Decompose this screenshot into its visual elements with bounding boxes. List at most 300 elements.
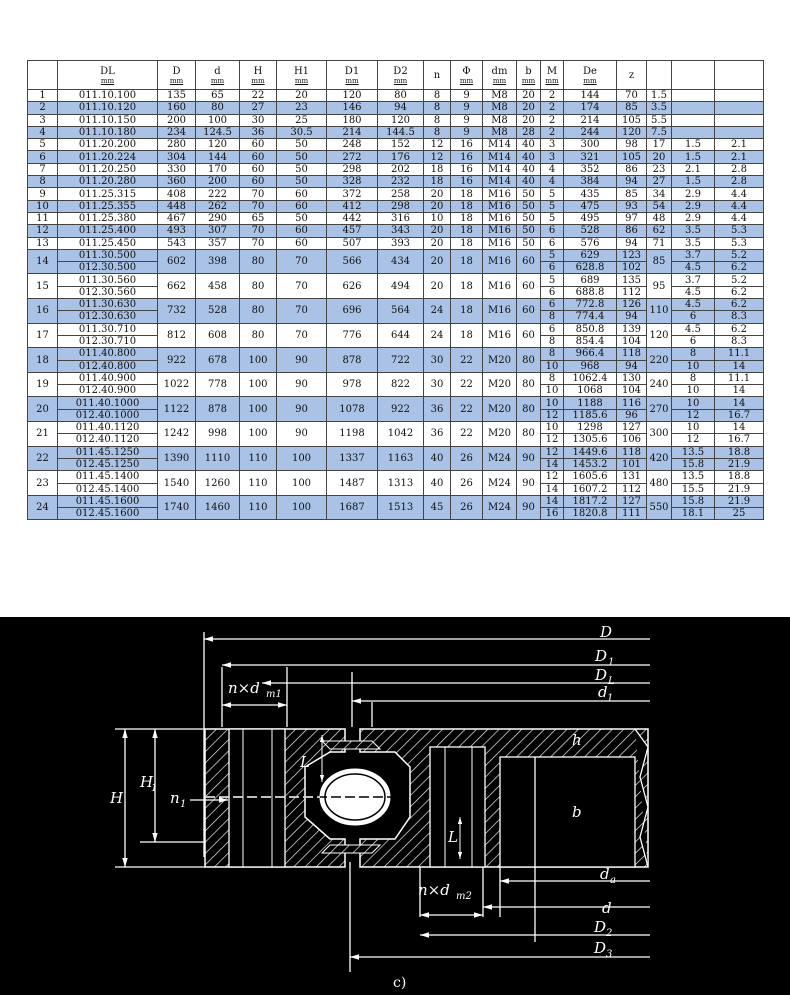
row-number: 4 (28, 126, 58, 138)
cell-extra: 4.5 (672, 299, 715, 311)
cell-d1: 1078 (327, 397, 378, 422)
cell-d1: 878 (327, 348, 378, 373)
cell-m: 6 (541, 262, 564, 274)
cell-de: 1305.6 (564, 434, 617, 446)
cell-d: 160 (158, 102, 196, 114)
cell-h1: 90 (277, 422, 327, 447)
cell-z: 106 (617, 434, 647, 446)
cell-extra: 15.5 (672, 483, 715, 495)
cell-extra: 3.5 (672, 237, 715, 249)
cell-extra: 14 (715, 360, 764, 372)
cell-extra: 6.2 (715, 262, 764, 274)
cell-d1: 442 (327, 212, 378, 224)
header-unit: mm (251, 76, 265, 85)
cell-b: 20 (517, 114, 541, 126)
figure-caption: c) (393, 975, 407, 991)
cell-dm: M16 (483, 249, 517, 274)
cell-z: 135 (617, 274, 647, 286)
cell-d1: 457 (327, 225, 378, 237)
cell-h: 27 (240, 102, 277, 114)
cell-d2: 722 (378, 348, 424, 373)
cell-d2: 1513 (378, 495, 424, 520)
cell-phi: 16 (451, 151, 483, 163)
cell-de: 435 (564, 188, 617, 200)
cell-n: 10 (424, 212, 451, 224)
row-number: 23 (28, 471, 58, 496)
cell-z: 116 (617, 397, 647, 409)
cell-extra: 4.5 (672, 323, 715, 335)
model-code: 011.30.560 (58, 274, 158, 286)
cell-h: 100 (240, 348, 277, 373)
table-row (28, 114, 764, 126)
cell-dm: M14 (483, 151, 517, 163)
cell-m: 14 (541, 458, 564, 470)
cell-phi: 9 (451, 114, 483, 126)
cell-extra: 1.5 (672, 151, 715, 163)
cell-h1: 20 (277, 90, 327, 102)
header-name: b (525, 65, 532, 77)
cell-m: 3 (541, 151, 564, 163)
cell-b: 80 (517, 372, 541, 397)
cell-d: 1242 (158, 422, 196, 447)
cell-phi: 18 (451, 299, 483, 324)
cell-d1: 248 (327, 139, 378, 151)
label-DL: D (595, 666, 608, 684)
cell-de: 321 (564, 151, 617, 163)
header-cell (647, 61, 672, 90)
cell-dm: M8 (483, 102, 517, 114)
cell-extra: 95 (647, 274, 672, 299)
cell-h1: 90 (277, 397, 327, 422)
cell-h: 60 (240, 139, 277, 151)
label-H: H (110, 789, 124, 807)
cell-m: 14 (541, 495, 564, 507)
cell-h: 100 (240, 422, 277, 447)
row-number: 19 (28, 372, 58, 397)
cell-d2: 393 (378, 237, 424, 249)
cell-d: 998 (196, 422, 240, 447)
cell-de: 850.8 (564, 323, 617, 335)
model-code: 011.10.180 (58, 126, 158, 138)
label-n-dm1: n×d (228, 679, 260, 697)
cell-d: 124.5 (196, 126, 240, 138)
cell-d1: 272 (327, 151, 378, 163)
cell-z: 104 (617, 335, 647, 347)
model-code: 012.30.630 (58, 311, 158, 323)
cell-dm: M16 (483, 200, 517, 212)
cell-z: 118 (617, 446, 647, 458)
table-header-row (28, 61, 764, 90)
cell-phi: 18 (451, 249, 483, 274)
cell-de: 1298 (564, 422, 617, 434)
cell-h: 100 (240, 372, 277, 397)
cell-dm: M14 (483, 139, 517, 151)
cell-z: 97 (617, 212, 647, 224)
cell-extra: 6.2 (715, 299, 764, 311)
cell-m: 16 (541, 508, 564, 520)
model-code: 011.40.1120 (58, 422, 158, 434)
table-row (28, 422, 764, 434)
cell-d: 360 (158, 176, 196, 188)
cell-m: 10 (541, 422, 564, 434)
cell-z: 102 (617, 262, 647, 274)
cell-n: 8 (424, 114, 451, 126)
cell-b: 60 (517, 299, 541, 324)
cell-dm: M8 (483, 114, 517, 126)
cell-extra: 270 (647, 397, 672, 422)
cell-extra: 2.1 (715, 139, 764, 151)
cell-b: 28 (517, 126, 541, 138)
cell-h1: 60 (277, 225, 327, 237)
cell-d2: 1313 (378, 471, 424, 496)
cell-d1: 372 (327, 188, 378, 200)
cell-extra: 27 (647, 176, 672, 188)
cell-extra: 2.1 (715, 151, 764, 163)
cell-de: 475 (564, 200, 617, 212)
cell-phi: 18 (451, 200, 483, 212)
cell-b: 80 (517, 397, 541, 422)
cell-extra: 14 (715, 385, 764, 397)
cell-m: 2 (541, 126, 564, 138)
cell-extra: 17 (647, 139, 672, 151)
inner-ring (360, 729, 648, 867)
model-code: 011.20.200 (58, 139, 158, 151)
cell-de: 1068 (564, 385, 617, 397)
model-code: 012.40.800 (58, 360, 158, 372)
cell-h1: 90 (277, 372, 327, 397)
table-row (28, 151, 764, 163)
cell-extra: 1.5 (647, 90, 672, 102)
cell-m: 10 (541, 360, 564, 372)
cell-d: 144 (196, 151, 240, 163)
cell-extra: 120 (647, 323, 672, 348)
cell-de: 495 (564, 212, 617, 224)
cell-d2: 564 (378, 299, 424, 324)
cell-de: 214 (564, 114, 617, 126)
cell-extra: 240 (647, 372, 672, 397)
cell-h1: 50 (277, 139, 327, 151)
cell-de: 854.4 (564, 335, 617, 347)
cell-phi: 9 (451, 126, 483, 138)
cell-m: 6 (541, 299, 564, 311)
cell-h1: 100 (277, 495, 327, 520)
header-cell (424, 61, 451, 90)
svg-text:m1: m1 (266, 689, 282, 700)
cell-extra: 110 (647, 299, 672, 324)
cell-z: 105 (617, 151, 647, 163)
cell-de: 968 (564, 360, 617, 372)
cell-d: 922 (158, 348, 196, 373)
cell-d: 1740 (158, 495, 196, 520)
row-number: 16 (28, 299, 58, 324)
cell-de: 966.4 (564, 348, 617, 360)
header-unit: mm (345, 76, 359, 85)
cell-z: 86 (617, 225, 647, 237)
label-n1: n (170, 789, 180, 807)
table-row (28, 446, 764, 458)
cell-phi: 16 (451, 139, 483, 151)
row-number: 17 (28, 323, 58, 348)
cell-h: 80 (240, 299, 277, 324)
cell-extra: 4.4 (715, 200, 764, 212)
cell-b: 90 (517, 471, 541, 496)
cell-de: 628.8 (564, 262, 617, 274)
table-row (28, 397, 764, 409)
cell-d1: 298 (327, 163, 378, 175)
header-name: D1 (344, 65, 360, 77)
table-row (28, 299, 764, 311)
model-code: 011.45.1250 (58, 446, 158, 458)
cell-extra: 12 (672, 409, 715, 421)
cell-d: 662 (158, 274, 196, 299)
cell-extra: 48 (647, 212, 672, 224)
header-cell (28, 61, 58, 90)
cell-d: 602 (158, 249, 196, 274)
cell-m: 5 (541, 212, 564, 224)
cell-extra: 220 (647, 348, 672, 373)
cell-extra: 21.9 (715, 458, 764, 470)
label-d: d (602, 899, 612, 917)
cell-z: 98 (617, 139, 647, 151)
cell-d2: 343 (378, 225, 424, 237)
cell-n: 20 (424, 249, 451, 274)
cell-m: 5 (541, 249, 564, 261)
cell-de: 1185.6 (564, 409, 617, 421)
model-code: 011.20.250 (58, 163, 158, 175)
cell-b: 80 (517, 348, 541, 373)
cell-extra: 13.5 (672, 471, 715, 483)
row-number: 1 (28, 90, 58, 102)
table-row (28, 471, 764, 483)
model-code: 011.40.900 (58, 372, 158, 384)
header-unit: mm (393, 76, 408, 85)
cell-de: 1062.4 (564, 372, 617, 384)
cell-n: 20 (424, 225, 451, 237)
cell-b: 20 (517, 102, 541, 114)
cell-de: 576 (564, 237, 617, 249)
cell-d: 467 (158, 212, 196, 224)
cell-dm: M16 (483, 237, 517, 249)
cell-d: 878 (196, 397, 240, 422)
cell-h1: 70 (277, 323, 327, 348)
cell-h: 110 (240, 495, 277, 520)
cell-phi: 9 (451, 90, 483, 102)
cell-m: 8 (541, 372, 564, 384)
cell-extra: 3.5 (647, 102, 672, 114)
cell-d2: 644 (378, 323, 424, 348)
cell-h: 30 (240, 114, 277, 126)
cell-d: 1122 (158, 397, 196, 422)
cell-d1: 566 (327, 249, 378, 274)
cell-extra: 16.7 (715, 409, 764, 421)
cell-z: 127 (617, 422, 647, 434)
cell-m: 12 (541, 434, 564, 446)
header-name: dm (491, 65, 508, 77)
cell-h1: 60 (277, 188, 327, 200)
cell-m: 8 (541, 311, 564, 323)
cell-h: 80 (240, 323, 277, 348)
cell-phi: 26 (451, 446, 483, 471)
header-cell (715, 61, 764, 90)
cell-d2: 176 (378, 151, 424, 163)
cell-b: 40 (517, 151, 541, 163)
cell-h: 110 (240, 471, 277, 496)
cell-extra: 14 (715, 397, 764, 409)
cell-b: 80 (517, 422, 541, 447)
cell-d2: 120 (378, 114, 424, 126)
header-cell (564, 61, 617, 90)
label-L-upper: L (300, 753, 310, 771)
cell-h: 110 (240, 446, 277, 471)
cell-d: 1110 (196, 446, 240, 471)
cell-n: 36 (424, 397, 451, 422)
cell-d: 1260 (196, 471, 240, 496)
cell-d: 120 (196, 139, 240, 151)
cell-dm: M20 (483, 372, 517, 397)
cell-de: 244 (564, 126, 617, 138)
cell-d2: 232 (378, 176, 424, 188)
cell-m: 10 (541, 385, 564, 397)
header-unit: mm (492, 76, 507, 85)
model-code: 011.25.450 (58, 237, 158, 249)
cell-h1: 50 (277, 163, 327, 175)
cell-d: 458 (196, 274, 240, 299)
cell-n: 12 (424, 151, 451, 163)
cell-m: 8 (541, 348, 564, 360)
model-code: 012.45.1400 (58, 483, 158, 495)
cell-d1: 696 (327, 299, 378, 324)
cell-m: 2 (541, 90, 564, 102)
header-name: z (628, 69, 635, 81)
cell-b: 40 (517, 163, 541, 175)
svg-text:1: 1 (607, 693, 614, 704)
cell-d2: 202 (378, 163, 424, 175)
cell-h: 70 (240, 237, 277, 249)
model-code: 011.45.1400 (58, 471, 158, 483)
cell-extra (672, 90, 715, 102)
table-row (28, 200, 764, 212)
cell-de: 689 (564, 274, 617, 286)
svg-text:L: L (608, 676, 615, 687)
cell-d1: 776 (327, 323, 378, 348)
cell-dm: M16 (483, 323, 517, 348)
cell-extra (672, 126, 715, 138)
cell-m: 5 (541, 274, 564, 286)
spec-table-container (27, 60, 763, 520)
model-code: 011.40.800 (58, 348, 158, 360)
cell-z: 94 (617, 237, 647, 249)
row-number: 15 (28, 274, 58, 299)
cell-extra: 420 (647, 446, 672, 471)
cell-z: 112 (617, 286, 647, 298)
header-unit: mm (583, 76, 597, 85)
cell-d1: 978 (327, 372, 378, 397)
cell-extra: 10 (672, 422, 715, 434)
cell-de: 772.8 (564, 299, 617, 311)
label-D3: D (594, 939, 607, 957)
header-cell (327, 61, 378, 90)
cell-d: 80 (196, 102, 240, 114)
cell-extra: 5.3 (715, 225, 764, 237)
cell-n: 36 (424, 422, 451, 447)
cell-z: 139 (617, 323, 647, 335)
cell-extra: 3.5 (672, 225, 715, 237)
header-cell (617, 61, 647, 90)
row-number: 18 (28, 348, 58, 373)
cell-d: 304 (158, 151, 196, 163)
cell-d: 357 (196, 237, 240, 249)
cell-extra: 1.5 (672, 139, 715, 151)
table-row (28, 237, 764, 249)
cell-d1: 180 (327, 114, 378, 126)
cell-d2: 1042 (378, 422, 424, 447)
cell-m: 4 (541, 176, 564, 188)
cell-phi: 9 (451, 102, 483, 114)
cell-d: 200 (158, 114, 196, 126)
cell-z: 94 (617, 311, 647, 323)
cell-d1: 1487 (327, 471, 378, 496)
cell-n: 30 (424, 372, 451, 397)
cell-dm: M24 (483, 495, 517, 520)
header-unit: mm (294, 76, 309, 85)
cell-extra: 8.3 (715, 311, 764, 323)
cell-extra: 5.5 (647, 114, 672, 126)
cell-d: 135 (158, 90, 196, 102)
cell-b: 40 (517, 176, 541, 188)
cell-extra: 21.9 (715, 495, 764, 507)
cell-n: 8 (424, 90, 451, 102)
cell-b: 90 (517, 495, 541, 520)
cell-m: 14 (541, 483, 564, 495)
cell-d: 1540 (158, 471, 196, 496)
cross-section-svg (0, 617, 790, 995)
cell-extra: 62 (647, 225, 672, 237)
cell-phi: 22 (451, 422, 483, 447)
cell-extra: 12 (672, 434, 715, 446)
cell-h: 60 (240, 176, 277, 188)
cell-extra: 11.1 (715, 348, 764, 360)
header-name: n (433, 69, 441, 81)
cell-phi: 18 (451, 212, 483, 224)
model-code: 011.25.400 (58, 225, 158, 237)
cell-d2: 258 (378, 188, 424, 200)
cell-n: 18 (424, 176, 451, 188)
cell-extra: 4.5 (672, 286, 715, 298)
cell-d2: 80 (378, 90, 424, 102)
header-name: De (583, 65, 597, 77)
cell-extra: 2.9 (672, 200, 715, 212)
cell-d: 290 (196, 212, 240, 224)
cell-d: 678 (196, 348, 240, 373)
label-n-dm2: n×d (418, 881, 450, 899)
cell-de: 1605.6 (564, 471, 617, 483)
cell-dm: M20 (483, 422, 517, 447)
cell-n: 45 (424, 495, 451, 520)
cell-de: 300 (564, 139, 617, 151)
row-number: 21 (28, 422, 58, 447)
svg-text:1: 1 (608, 657, 615, 668)
cell-extra: 14 (715, 422, 764, 434)
cell-extra: 11.1 (715, 372, 764, 384)
model-code: 011.20.224 (58, 151, 158, 163)
model-code: 011.45.1600 (58, 495, 158, 507)
cell-m: 3 (541, 139, 564, 151)
header-name: H (253, 65, 263, 77)
row-number: 12 (28, 225, 58, 237)
model-code: 011.25.380 (58, 212, 158, 224)
cell-n: 12 (424, 139, 451, 151)
cell-extra: 10 (672, 385, 715, 397)
